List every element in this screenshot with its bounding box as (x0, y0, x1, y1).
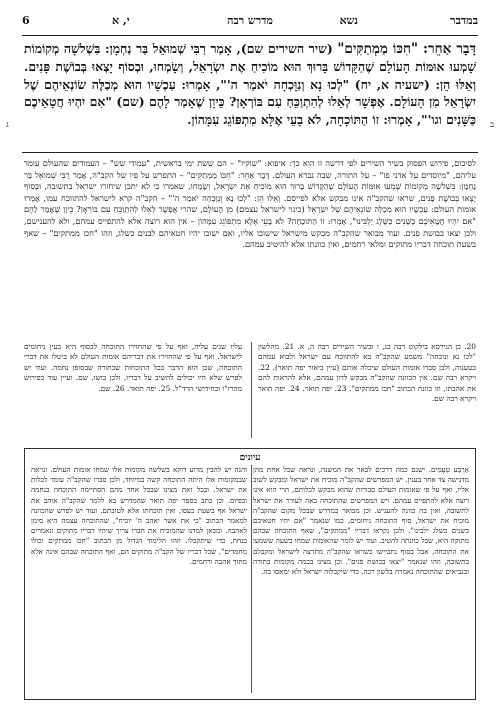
iyunim-right-text: אַרְבַּע טְעָמִים. ישנם כמה דרכים לבאר את המשנה, ונראה שכל אחת מהן מדגישה צד אחר בענין. יש המפרשים שהקב"ה מוכיח את ישראל ומבקש לשוב אליו, ואף על פי שאומות העולם סבורות שהוא מבקש לכלותם, הרי הוא אינו רוצה אלא להתפייס עמהם. ויש המפרשים שהתוכחה באה לעורר את ישראל לתשובה, ואין בה כוונה להעניש. וכן מבואר במדרש שבכל מקום שהקב"ה מוכיח את ישראל, סוף התוכחה ניחומים, כמו שנאמר "אם יהיו חטאיכם כשנים כשלג ילבינו". ולכן נקראו דבריו "ממתקים", שאף התוכחה שבהם מתוקה היא, שכל כוונתה להטיב. ועוד יש לומר שהאומות שמחו בשעה ששמעו את התוכחה, אבל בסוף נתביישו כשראו שהקב"ה מתרצה לישראל ומקבלם בתשובה, וזהו שנאמר "יצאו בבושת פנים". וכן מצינו בכמה מקומות בתורה ובנביאים שהתוכחה נאמרה בלשון רכה, כדי שיקבלוה ישראל ולא ימאסו בה. (253, 465, 469, 577)
footnotes-right-column (258, 342, 476, 440)
footnotes (24, 342, 476, 440)
running-head-title: במדבר (450, 14, 478, 27)
margin-marker-left: ג (6, 120, 9, 129)
running-head (22, 14, 478, 34)
footnotes-right-text: 20. כן הגירסא בילקוט רבה כג, ו ובשיר השירים רבה ה, א. 21. מהלשון "לכו נא ונוכחה" משמע שהקב"ה בא להתווכח עם ישראל ולבוא עמהם בטענות, ולכן סברו אומות העולם שיכלה אותם (עיין ביאור יפה תואר). 22. ויקרא רבה שם. אין הכוונה שהקב"ה מבקש לדון עמהם, אלא להראות להם את אהבתו, וזו כוונת הכתוב "חכו ממתקים". 23. יפה תואר. 24. יפה תואר ויקרא רבה שם. (258, 342, 476, 404)
commentary (24, 158, 476, 336)
footnotes-divider (251, 342, 252, 438)
margin-marker-right: ב (490, 120, 494, 129)
iyunim-divider (251, 465, 252, 693)
footnotes-left-text: עליו שנים עליה, ואף על פי שהחזירו התוכחה לבסוף היא כעין ניחומים לישראל. ואף על פי שהחזירו את דבריהם אומות העולם לא ביטלו את דברי התוכחה, שכן הוא הדבר בכל התוכחות שבתורה שבסופן נחמה. ועוד יש לפרש שלא היו יכולים להשיב על דבריו, ולכן בושו. שם. ועיין עוד בפירוש מהרז"ו ובחידושי הרד"ל. 25. יפה תואר. 26. שם. (24, 342, 242, 393)
iyunim-left-column (31, 465, 247, 695)
header-rule (22, 35, 478, 36)
page-number: 6 (22, 14, 30, 27)
main-text-body: (שיר השירים שם), אָמַר רַבִּי שְׁמוּאֵל בַּר נַחְמָן: בִּשְׁלשָׁה מְקוֹמוֹת שָׁמְעוּ אוּמּוֹת הָעוֹלָם שֶׁהַקָּדוֹשׁ בָּרוּךְ הוּא מוֹכִיחַ אֶת יִשְׂרָאֵל, וְשָׂמְחוּ, וּבְסוֹף יָצְאוּ בְּבוֹשֶׁת פָּנִים. וְאֵלּוּ הֵן: (ישעיה א, יח) "לְכוּ נָא וְנִוָּכְחָה יֹאמַר ה'", אָמְרוּ: עַכְשָׁיו הוּא מְכַלֶּה שׂוֹנְאֵיהֶם שֶׁל יִשְׂרָאֵל מִן הָעוֹלָם. אֶפְשָׁר לְאֵלוּ לְהִתְוַכֵּחַ עִם בּוֹרְאָן? כֵּיוָן שֶׁאָמַר לָהֶם (שם) "אִם יִהְיוּ חֲטָאֵיכֶם כַּשָּׁנִים וגו'", אָמְרוּ: זוֹ הַתּוֹכָחָה, לֹא בָעֵי אֶלָּא מִתְפּוֹגֵג עִמָּהוֹן. (24, 41, 476, 127)
iyunim-box (24, 448, 476, 700)
footnotes-left-column (24, 342, 242, 440)
running-head-portion: נשא (339, 14, 358, 27)
iyunim-title: עיונים (239, 453, 261, 463)
commentary-text: לסיכום, פירוש הפסוק בשיר השירים לפי דרשה זו הוא כך: איפוא: "שוקיו" – הם ששת ימי בראשית, "עמודי שש" – העמודים שהעולם עומד עליהם, "מיוסדים על אדני פז" – על התורה, שבה נברא העולם. דָּבָר אַחֵר: "חִכּוֹ מַמְתַקִּים" – התפרש על פיו של הקב"ה, אָמַר רַבִּי שְׁמוּאֵל בַּר נַחְמָן: בִּשְׁלשָׁה מְקוֹמוֹת שָׁמְעוּ אוּמּוֹת הָעוֹלָם שֶׁהַקָּדוֹשׁ בָּרוּךְ הוּא מוֹכִיחַ אֶת יִשְׂרָאֵל, וְשָׂמְחוּ, שאמרו כי לא יתכן שיחזרו ישראל בתשובה, וּבְסוֹף יָצְאוּ בְּבוֹשֶׁת פָּנִים, שראו שהקב"ה אינו מבקש אלא לפייסם. וְאֵלּוּ הֵן: "לְכוּ נָא וְנִוָּכְחָה יֹאמַר ה'" – הקב"ה קרא לישראל להתווכח עמו, אָמְרוּ אומות העולם: עַכְשָׁיו הוּא מְכַלֶּה שׂוֹנְאֵיהֶם שֶׁל יִשְׂרָאֵל (כינוי לישראל עצמם) מִן הָעוֹלָם, שהרי אֶפְשָׁר לְאֵלוּ לְהִתְוַכֵּחַ עִם בּוֹרְאָן? כֵּיוָן שֶׁאָמַר לָהֶם "אִם יִהְיוּ חֲטָאֵיכֶם כַּשָּׁנִים כַּשֶּׁלֶג יַלְבִּינוּ", אָמְרוּ: זוֹ הַתּוֹכָחָה? לֹא בָעֵי אֶלָּא מִתְפּוֹגֵג עִמָּהוֹן – אין הוא רוצה אלא להתפייס עמהם, ולא להענישם, ולכן יצאו בבושת פנים. ועוד מבואר שהקב"ה מבקש מישראל שישובו אליו, ואם ישובו יהיו חטאיהם לבנים כשלג, וזהו "חכו ממתקים" – שאף בשעת תוכחה דבריו מתוקים ומלאי רחמים, ואין כוונתו אלא להיטיב עמהם. (24, 158, 476, 250)
main-text (24, 40, 476, 145)
iyunim-left-text: והנה יש להבין מדוע דוקא בשלשה מקומות אלו שמחו אומות העולם. ונראה שבמקומות אלו היתה התוכחה קשה במיוחד, ולכן סברו שהקב"ה עומד לכלות את ישראל. ובכל זאת מצינו שבכל אחד מהם הסתיימה התוכחה בנחמה ובפיוס. וכן כתב בספר יפה תואר שהמדרש בא ללמד שהקב"ה אוהב את ישראל אף בשעת כעסו, ואין תוכחתו אלא לטובתם. ועוד יש לפרש שהכוונה למאמר הכתוב "כי את אשר יאהב ה' יוכיח", שהתוכחה עצמה היא סימן לאהבה. ומכאן למדנו שהמוכיח את חברו צריך שיהיו דבריו מתוקים ונאמרים בנחת, כדי שיתקבלו. וזהו הלימוד הגדול מן הכתוב "חכו ממתקים וכולו מחמדים", שכל דבריו של הקב"ה מתוקים הם, ואף התוכחה שבהם אינה אלא מתוך אהבה ורחמים. (31, 465, 247, 566)
running-head-ref: י, א (112, 14, 130, 27)
running-head-center: מדרש רבה (227, 14, 273, 27)
main-rule (22, 152, 478, 153)
iyunim-right-column (253, 465, 469, 695)
main-text-lead: דָּבָר אַחֵר: "חִכּוֹ מַמְתַקִּים" (337, 41, 476, 57)
